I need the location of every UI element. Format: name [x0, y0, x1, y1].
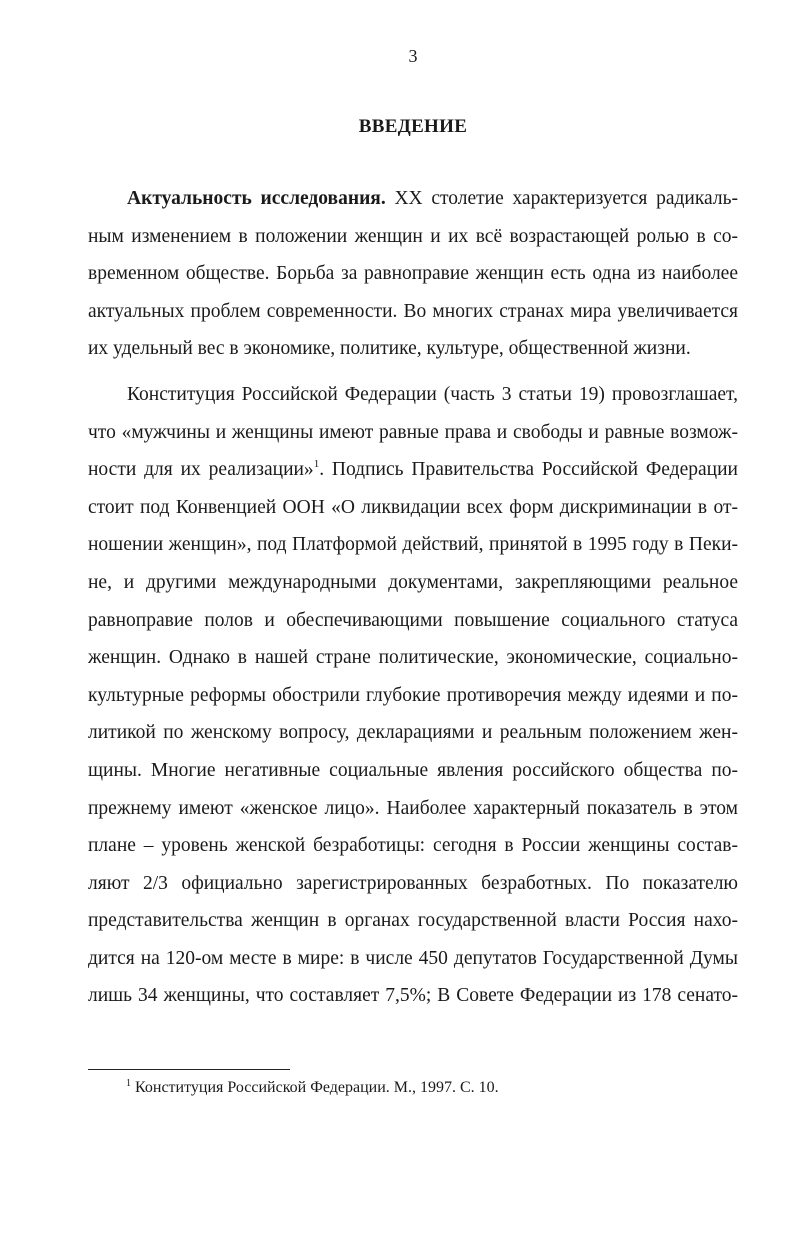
paragraph-2-line-8: женщин. Однако в нашей стране политические, экономические, социально-	[88, 647, 738, 669]
paragraph-1-text: XX столетие характеризуется радикаль-	[385, 188, 738, 209]
paragraph-2-line-5: ношении женщин», под Платформой действий, принятой в 1995 году в Пеки-	[88, 534, 738, 556]
paragraph-1-line-4: актуальных проблем современности. Во многих странах мира увеличивается	[88, 300, 738, 322]
paragraph-2-line-3-start: ности для их реализации»	[88, 459, 314, 481]
paragraph-1-line-1	[88, 180, 738, 218]
paragraph-2-line-3	[88, 451, 738, 489]
paragraph-2-line-13: плане – уровень женской безработицы: сегодня в России женщины состав-	[88, 835, 738, 857]
footnote-separator	[88, 1069, 290, 1070]
body-text	[88, 180, 738, 1015]
footnote-text: Конституция Российской Федерации. М., 1997. С. 10.	[135, 1079, 499, 1096]
footnote-reference[interactable]: 1	[313, 458, 320, 471]
paragraph-2-line-6: не, и другими международными документами, закрепляющими реальное	[88, 571, 738, 593]
paragraph-2-line-9: культурные реформы обострили глубокие противоречия между идеями и по-	[88, 684, 738, 706]
page-number: 3	[408, 46, 418, 66]
paragraph-1-line-5: их удельный вес в экономике, политике, культуре, общественной жизни.	[88, 338, 691, 360]
relevance-lead: Актуальность исследования.	[127, 188, 386, 209]
paragraph-2-line-2: что «мужчины и женщины имеют равные права и свободы и равные возмож-	[88, 421, 738, 443]
paragraph-2-line-4: стоит под Конвенцией ООН «О ликвидации всех форм дискриминации в от-	[88, 496, 738, 518]
paragraph-1-line-2: ным изменением в положении женщин и их всё возрастающей ролью в со-	[88, 225, 738, 247]
paragraph-2-line-3-end: . Подпись Правительства Российской Федерации	[319, 459, 738, 481]
paragraph-2-line-1: Конституция Российской Федерации (часть 3 статьи 19) провозглашает,	[127, 383, 738, 405]
paragraph-2-line-14: ляют 2/3 официально зарегистрированных безработных. По показателю	[88, 872, 738, 894]
paragraph-2-line-15: представительства женщин в органах государственной власти Россия нахо-	[88, 910, 738, 932]
section-heading: ВВЕДЕНИЕ	[358, 116, 468, 137]
paragraph-2-line-12: прежнему имеют «женское лицо». Наиболее характерный показатель в этом	[88, 797, 738, 819]
paragraph-2-line-10: литикой по женскому вопросу, декларациями и реальным положением жен-	[88, 722, 738, 744]
paragraph-2-line-7: равноправие полов и обеспечивающими повышение социального статуса	[88, 609, 738, 631]
footnote-marker: 1	[126, 1078, 131, 1089]
paragraph-1-line-3: временном обществе. Борьба за равноправие женщин есть одна из наиболее	[88, 263, 738, 285]
paragraph-2-line-17: лишь 34 женщины, что составляет 7,5%; В Совете Федерации из 178 сенато-	[88, 985, 738, 1007]
paragraph-2-line-11: щины. Многие негативные социальные явления российского общества по-	[88, 759, 738, 781]
footnote	[126, 1079, 499, 1097]
paragraph-2-line-16: дится на 120-ом месте в мире: в числе 450 депутатов Государственной Думы	[88, 947, 738, 969]
